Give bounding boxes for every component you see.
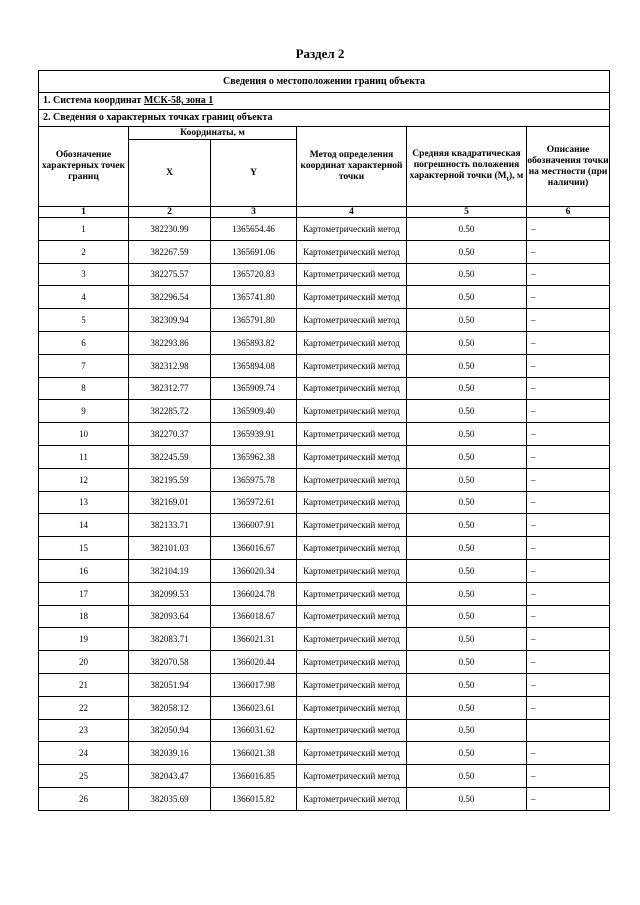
point-number-cell: 19 (39, 628, 129, 651)
table-row (39, 765, 610, 788)
x-coordinate-cell: 382309.94 (129, 309, 211, 332)
y-coordinate-cell: 1365975.78 (211, 468, 297, 491)
column-number: 5 (407, 207, 527, 218)
error-cell: 0.50 (407, 537, 527, 560)
section-heading: Сведения о местоположении границ объекта (39, 71, 610, 93)
error-cell: 0.50 (407, 582, 527, 605)
description-cell: – (527, 354, 610, 377)
description-cell: – (527, 445, 610, 468)
description-cell (527, 719, 610, 742)
error-cell: 0.50 (407, 331, 527, 354)
x-coordinate-cell: 382101.03 (129, 537, 211, 560)
point-number-cell: 21 (39, 673, 129, 696)
x-coordinate-cell: 382058.12 (129, 696, 211, 719)
y-coordinate-cell: 1366021.31 (211, 628, 297, 651)
point-number-cell: 20 (39, 651, 129, 674)
point-number-cell: 25 (39, 765, 129, 788)
table-row (39, 354, 610, 377)
x-coordinate-cell: 382296.54 (129, 286, 211, 309)
description-cell: – (527, 514, 610, 537)
coord-system-value: МСК-58, зона 1 (143, 95, 214, 106)
x-coordinate-cell: 382230.99 (129, 218, 211, 241)
point-number-cell: 26 (39, 787, 129, 810)
table-row (39, 605, 610, 628)
coords-header: Координаты, м (129, 127, 297, 140)
description-cell: – (527, 787, 610, 810)
x-coordinate-cell: 382039.16 (129, 742, 211, 765)
table-row (39, 719, 610, 742)
y-coordinate-cell: 1366023.61 (211, 696, 297, 719)
coord-system-prefix: 1. Система координат (43, 95, 144, 106)
table-row (39, 423, 610, 446)
point-number-cell: 6 (39, 331, 129, 354)
method-cell: Картометрический метод (297, 742, 407, 765)
error-cell: 0.50 (407, 445, 527, 468)
y-coordinate-cell: 1366031.62 (211, 719, 297, 742)
error-cell: 0.50 (407, 491, 527, 514)
description-cell: – (527, 765, 610, 788)
description-cell: – (527, 218, 610, 241)
method-cell: Картометрический метод (297, 377, 407, 400)
column-number: 6 (527, 207, 610, 218)
table-row (39, 628, 610, 651)
description-cell: – (527, 309, 610, 332)
description-cell: – (527, 537, 610, 560)
method-cell: Картометрический метод (297, 218, 407, 241)
method-cell: Картометрический метод (297, 559, 407, 582)
point-number-cell: 12 (39, 468, 129, 491)
point-number-cell: 2 (39, 240, 129, 263)
y-coordinate-cell: 1365654.46 (211, 218, 297, 241)
column-number-row (39, 207, 610, 218)
method-cell: Картометрический метод (297, 468, 407, 491)
description-cell: – (527, 628, 610, 651)
x-coordinate-cell: 382093.64 (129, 605, 211, 628)
table-row (39, 491, 610, 514)
description-cell: – (527, 400, 610, 423)
y-coordinate-cell: 1365962.38 (211, 445, 297, 468)
method-cell: Картометрический метод (297, 491, 407, 514)
table-row (39, 742, 610, 765)
x-coordinate-cell: 382050.94 (129, 719, 211, 742)
x-coordinate-cell: 382035.69 (129, 787, 211, 810)
y-coordinate-cell: 1366016.85 (211, 765, 297, 788)
x-coordinate-cell: 382169.01 (129, 491, 211, 514)
method-cell: Картометрический метод (297, 605, 407, 628)
table-row (39, 559, 610, 582)
error-cell: 0.50 (407, 696, 527, 719)
method-cell: Картометрический метод (297, 423, 407, 446)
error-cell: 0.50 (407, 673, 527, 696)
error-cell: 0.50 (407, 263, 527, 286)
x-coordinate-cell: 382083.71 (129, 628, 211, 651)
x-header: X (129, 140, 211, 207)
table-row (39, 696, 610, 719)
description-cell: – (527, 491, 610, 514)
table-row (39, 240, 610, 263)
error-cell: 0.50 (407, 651, 527, 674)
description-cell: – (527, 331, 610, 354)
y-coordinate-cell: 1366007.91 (211, 514, 297, 537)
method-cell: Картометрический метод (297, 400, 407, 423)
error-cell: 0.50 (407, 218, 527, 241)
y-coordinate-cell: 1365893.82 (211, 331, 297, 354)
error-cell: 0.50 (407, 628, 527, 651)
column-number: 2 (129, 207, 211, 218)
table-row (39, 445, 610, 468)
error-cell: 0.50 (407, 377, 527, 400)
column-number: 1 (39, 207, 129, 218)
description-cell: – (527, 605, 610, 628)
x-coordinate-cell: 382312.77 (129, 377, 211, 400)
point-number-cell: 4 (39, 286, 129, 309)
point-number-cell: 7 (39, 354, 129, 377)
table-row (39, 787, 610, 810)
x-coordinate-cell: 382285.72 (129, 400, 211, 423)
point-number-cell: 18 (39, 605, 129, 628)
x-coordinate-cell: 382245.59 (129, 445, 211, 468)
point-number-cell: 16 (39, 559, 129, 582)
y-coordinate-cell: 1366017.98 (211, 673, 297, 696)
error-cell: 0.50 (407, 742, 527, 765)
y-coordinate-cell: 1366024.78 (211, 582, 297, 605)
method-cell: Картометрический метод (297, 696, 407, 719)
description-cell: – (527, 286, 610, 309)
table-row (39, 286, 610, 309)
table-row (39, 673, 610, 696)
method-cell: Картометрический метод (297, 719, 407, 742)
description-cell: – (527, 696, 610, 719)
point-number-cell: 22 (39, 696, 129, 719)
y-coordinate-cell: 1365691.06 (211, 240, 297, 263)
x-coordinate-cell: 382043.47 (129, 765, 211, 788)
point-number-cell: 10 (39, 423, 129, 446)
x-coordinate-cell: 382270.37 (129, 423, 211, 446)
method-cell: Картометрический метод (297, 263, 407, 286)
y-coordinate-cell: 1366015.82 (211, 787, 297, 810)
description-cell: – (527, 240, 610, 263)
point-number-cell: 1 (39, 218, 129, 241)
method-cell: Картометрический метод (297, 765, 407, 788)
description-cell: – (527, 559, 610, 582)
description-cell: – (527, 673, 610, 696)
method-cell: Картометрический метод (297, 651, 407, 674)
designation-header: Обозначение характерных точек границ (39, 127, 129, 207)
point-number-cell: 14 (39, 514, 129, 537)
error-cell: 0.50 (407, 605, 527, 628)
error-cell: 0.50 (407, 559, 527, 582)
table-row (39, 582, 610, 605)
table-row (39, 537, 610, 560)
description-cell: – (527, 742, 610, 765)
error-cell: 0.50 (407, 514, 527, 537)
error-cell: 0.50 (407, 468, 527, 491)
x-coordinate-cell: 382099.53 (129, 582, 211, 605)
y-coordinate-cell: 1366016.67 (211, 537, 297, 560)
method-cell: Картометрический метод (297, 514, 407, 537)
y-coordinate-cell: 1366021.38 (211, 742, 297, 765)
y-coordinate-cell: 1365741.80 (211, 286, 297, 309)
x-coordinate-cell: 382275.57 (129, 263, 211, 286)
column-number: 4 (297, 207, 407, 218)
method-cell: Картометрический метод (297, 240, 407, 263)
y-coordinate-cell: 1365909.74 (211, 377, 297, 400)
method-cell: Картометрический метод (297, 331, 407, 354)
table-row (39, 377, 610, 400)
x-coordinate-cell: 382104.19 (129, 559, 211, 582)
y-coordinate-cell: 1365972.61 (211, 491, 297, 514)
y-coordinate-cell: 1365909.40 (211, 400, 297, 423)
table-row (39, 651, 610, 674)
error-cell: 0.50 (407, 719, 527, 742)
boundary-points-table (38, 70, 610, 811)
point-number-cell: 3 (39, 263, 129, 286)
method-cell: Картометрический метод (297, 286, 407, 309)
method-cell: Картометрический метод (297, 445, 407, 468)
error-cell: 0.50 (407, 240, 527, 263)
x-coordinate-cell: 382051.94 (129, 673, 211, 696)
page-title: Раздел 2 (295, 46, 345, 61)
method-cell: Картометрический метод (297, 787, 407, 810)
point-number-cell: 23 (39, 719, 129, 742)
point-number-cell: 24 (39, 742, 129, 765)
error-header: Средняя квадратическая погрешность положения характерной точки $(M_t)$, м (407, 127, 527, 207)
method-cell: Картометрический метод (297, 673, 407, 696)
point-number-cell: 17 (39, 582, 129, 605)
x-coordinate-cell: 382195.59 (129, 468, 211, 491)
error-cell: 0.50 (407, 309, 527, 332)
table-row (39, 263, 610, 286)
description-cell: – (527, 263, 610, 286)
table-row (39, 468, 610, 491)
description-cell: – (527, 423, 610, 446)
table-row (39, 400, 610, 423)
x-coordinate-cell: 382267.59 (129, 240, 211, 263)
error-cell: 0.50 (407, 354, 527, 377)
point-number-cell: 5 (39, 309, 129, 332)
x-coordinate-cell: 382133.71 (129, 514, 211, 537)
method-cell: Картометрический метод (297, 354, 407, 377)
table-row (39, 514, 610, 537)
error-cell: 0.50 (407, 765, 527, 788)
y-coordinate-cell: 1366020.44 (211, 651, 297, 674)
description-cell: – (527, 582, 610, 605)
error-cell: 0.50 (407, 787, 527, 810)
coord-system-line (39, 93, 610, 110)
error-cell: 0.50 (407, 423, 527, 446)
method-cell: Картометрический метод (297, 628, 407, 651)
x-coordinate-cell: 382070.58 (129, 651, 211, 674)
description-cell: – (527, 377, 610, 400)
method-cell: Картометрический метод (297, 309, 407, 332)
column-number: 3 (211, 207, 297, 218)
description-cell: – (527, 468, 610, 491)
y-coordinate-cell: 1365720.83 (211, 263, 297, 286)
point-number-cell: 9 (39, 400, 129, 423)
y-coordinate-cell: 1365791.80 (211, 309, 297, 332)
description-header: Описание обозначения точки на местности (при наличии) (527, 127, 610, 207)
method-cell: Картометрический метод (297, 537, 407, 560)
table-row (39, 331, 610, 354)
y-coordinate-cell: 1366020.34 (211, 559, 297, 582)
method-cell: Картометрический метод (297, 582, 407, 605)
y-header: Y (211, 140, 297, 207)
y-coordinate-cell: 1365894.08 (211, 354, 297, 377)
table-row (39, 218, 610, 241)
error-cell: 0.50 (407, 400, 527, 423)
y-coordinate-cell: 1365939.91 (211, 423, 297, 446)
point-number-cell: 8 (39, 377, 129, 400)
table-row (39, 309, 610, 332)
error-cell: 0.50 (407, 286, 527, 309)
description-cell: – (527, 651, 610, 674)
method-header: Метод определения координат характерной точки (297, 127, 407, 207)
points-heading: 2. Сведения о характерных точках границ объекта (39, 110, 610, 127)
point-number-cell: 11 (39, 445, 129, 468)
point-number-cell: 15 (39, 537, 129, 560)
point-number-cell: 13 (39, 491, 129, 514)
x-coordinate-cell: 382293.86 (129, 331, 211, 354)
y-coordinate-cell: 1366018.67 (211, 605, 297, 628)
x-coordinate-cell: 382312.98 (129, 354, 211, 377)
